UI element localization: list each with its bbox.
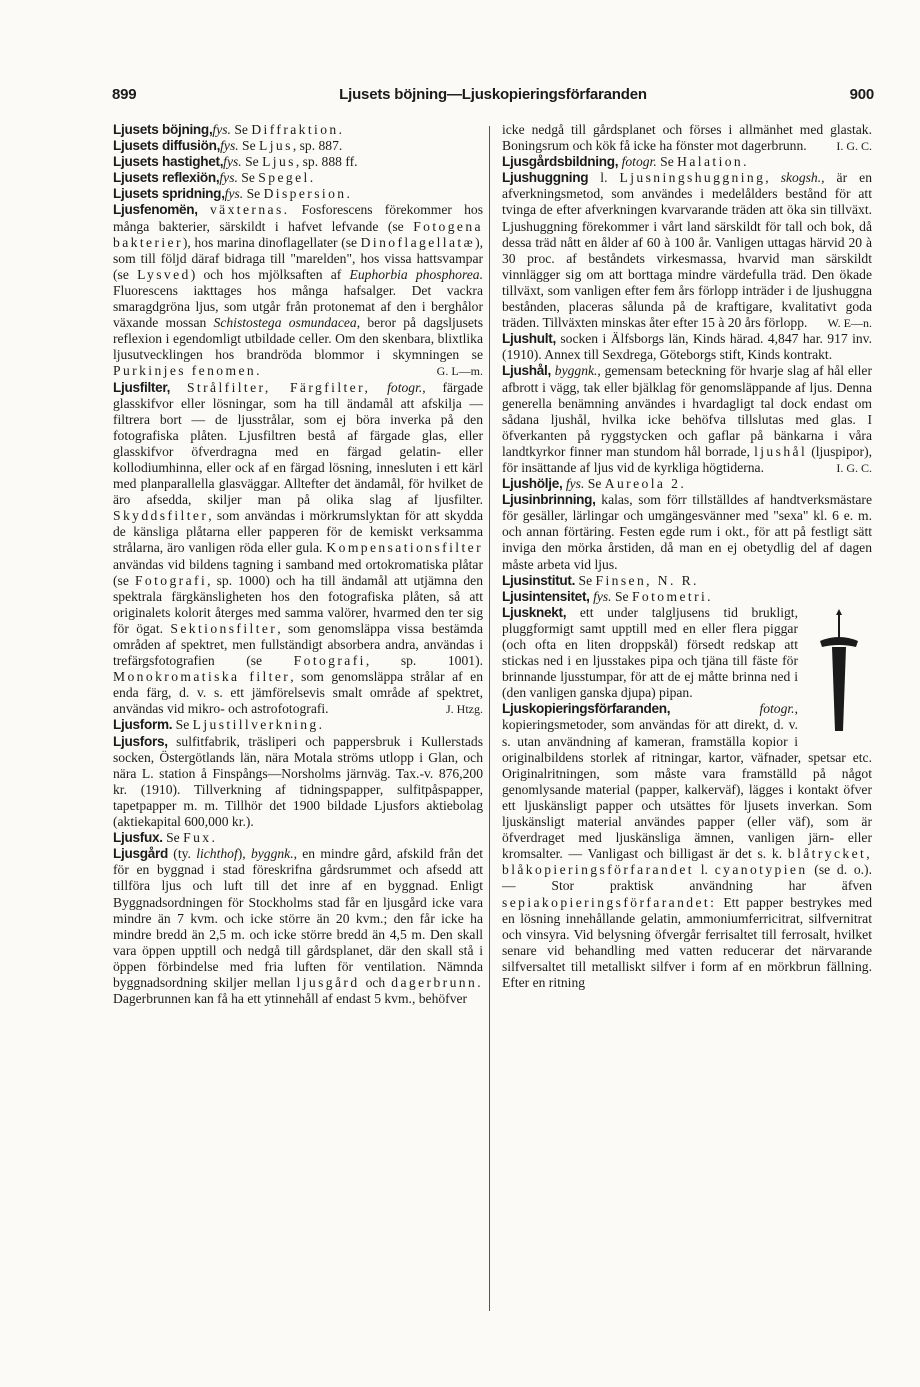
entry-text: Fosforescens förekommer hos många bakterier, särskildt i hafvet lefvande (se [113, 202, 483, 234]
dictionary-entry [113, 202, 483, 379]
dictionary-entry [113, 154, 483, 170]
entry-italic: fotogr. [759, 701, 795, 717]
running-header [112, 86, 874, 108]
entry-spaced-reference: Ljus [262, 154, 296, 170]
dictionary-entry [502, 154, 872, 170]
entry-text: Se [237, 170, 259, 186]
entry-text: ) och hos mjölksaften af [190, 266, 350, 282]
entry-headword: Ljushölje, [502, 476, 563, 492]
entry-text [370, 380, 387, 395]
dictionary-entry [502, 170, 872, 331]
entry-text: (ljuspipor), för insättande af ljus vid de kyrkliga högtiderna. [502, 443, 873, 475]
dictionary-entry [502, 589, 872, 605]
entry-text: , som genomsläppa vissa bestämda områden af spektret, men fullständigt absorbera andra, användas i trefärgsfotografien (se [113, 620, 484, 669]
entry-text: Se [611, 588, 632, 604]
entry-spaced-reference: Fotografi [293, 653, 366, 669]
entry-spaced-reference: Halation. [677, 154, 749, 170]
dictionary-entry [113, 717, 483, 733]
entry-text: (ty. [168, 846, 197, 862]
entry-text: , beror på dagsljusets reflexion i egendomligt utbildade celler. Om den skenbara, blixtlika ljusutvecklingen hos brandröda blommor i skymningen se [113, 315, 483, 363]
dictionary-entry [502, 605, 872, 702]
dictionary-entry [502, 701, 872, 991]
entry-italic: fys. [223, 154, 242, 170]
entry-text: ), hos marina dinoflagellater (se [182, 234, 361, 250]
entry-spaced-reference: Aureola 2. [604, 476, 687, 492]
entry-headword: Ljusets spridning, [113, 186, 225, 202]
entry-text: l. [588, 170, 620, 186]
entry-headword: Ljusgård [113, 846, 169, 862]
entry-text: , gemensam beteckning för hvarje slag af hål eller afbrott i vägg, tak eller bjälklag för genomsläppande af ljus. Denna generella benämning användes i hvardagligt tal dock endast om sådana ljushål, hvilka icke behöfva tillslutas med glas. I öfverkanten på ryggstycken och gaflar på bänkarna i våra landtkyrkor finner man stundom hål borrade, [502, 363, 872, 459]
dictionary-entry [502, 573, 872, 589]
entry-spaced-reference: Kompensationsfilter [326, 540, 483, 556]
entry-text: , sp. 888 ff. [295, 154, 358, 170]
entry-text: ), [237, 846, 251, 862]
entry-text: kalas, som förr tillställdes af handtverksmästare för gesäller, lärlingar och umgängesvänner med "sexa" kl. 6 e. m. och annan förtäring. Festen egde rum i okt., för att på festligt sätt inviga den mörka årstiden, då man en ej obetydlig del af dagen måste arbeta vid ljus. [502, 492, 872, 572]
entry-text: , kopieringsmetoder, som användas för att direkt, d. v. s. utan användning af kameran, framställa kopior i originalbildens storlek af ritningar, kartor, väfnader, spetsar etc. Originalritningen, som måste vara framställd på något genomlysande material (papper, kalkerväf), lägges i kontakt öfver ett ljuskänsligt papper och utsättes för ljusets inverkan. Som ljuskänsligt material användes papper (eller väf), som är öfverdraget med ljuskänsliga ämnen, vanligen järn- eller kromsalter. — Vanligast och billigast är det s. k. [502, 701, 872, 862]
entry-italic: fys. [220, 138, 239, 154]
entry-text: , som genomsläppa strålar af en enda färg, d. v. s. ett jämförelsevis smalt område af spektret, användas vid mikro- och astrofotografi. [113, 669, 483, 717]
entry-text: Se [584, 476, 605, 492]
entry-text: Fluorescens iakttages hos många hafsalger. Det vackra smaragdgröna ljus, som utgår från protonemat af den i berghålor växande mossan [113, 282, 483, 331]
entry-spaced-reference: Spegel. [258, 170, 316, 186]
dictionary-entry [502, 476, 872, 492]
entry-text: Se [575, 572, 596, 588]
entry-headword: Ljusfux. [113, 830, 163, 846]
entry-headword: Ljushuggning [502, 170, 589, 186]
entry-spaced-reference: växternas. [209, 202, 290, 218]
entry-spaced-reference: blåtrycket, blåkopieringsförfarandet [502, 846, 872, 878]
entry-text: , sp. 887. [292, 138, 343, 154]
entry-text: och [359, 974, 392, 990]
author-signature: W. E—n. [827, 316, 872, 331]
entry-spaced-reference: cyanotypien [714, 862, 808, 878]
entry-spaced-reference: Diffraktion. [251, 122, 345, 137]
entry-spaced-reference: Ljus [259, 138, 293, 154]
entry-italic: lichthof [196, 846, 238, 862]
entry-text: användas vid bildens tagning i samband med ortokromatiska plåtar (se [113, 556, 483, 588]
entry-headword: Ljusets diffusiön, [113, 138, 221, 154]
entry-italic: Euphorbia phosphorea. [349, 266, 483, 282]
dictionary-entry [113, 830, 483, 846]
dictionary-entry [502, 363, 872, 476]
entry-headword: Ljusets reflexiön, [113, 170, 220, 186]
entry-spaced-reference: Monokromatiska filter [113, 669, 291, 685]
entry-text: Se [243, 186, 264, 202]
entry-text: , färgade glasskifvor eller lösningar, som ha till ändamål att afskilja — filtrera bort — de ljusstrålar, som ej böra inverka på den fotografiska plåten. Ljusfiltren bestå af färgade glas, eller glasskifvor öfverdragna med en färgad gelatin- eller kollodiumhinna, eller ock af en färgad lösning, innesluten i ett kärl med planparallella glasväggar. Alltefter det ändamål, för hvilket de äro afsedda, skiljer man på olika slag af ljusfilter. [113, 379, 483, 508]
entry-spaced-reference: Fux. [183, 830, 218, 846]
dictionary-entry [113, 734, 483, 831]
author-signature: J. Htzg. [446, 702, 483, 717]
author-signature: G. L—m. [436, 364, 483, 379]
entry-spaced-reference: Sektionsfilter [170, 620, 278, 636]
entry-italic: fys. [593, 588, 612, 604]
dictionary-entry [113, 170, 483, 186]
entry-headword: Ljusform. [113, 717, 173, 733]
entry-italic: fotogr. [387, 379, 423, 395]
entry-text: Se [172, 717, 193, 733]
entry-text: , som användas i mörkrumslyktan för att skydda de känsliga plåtarna eller papperen för de kemiskt verksamma strålarna, äro vanligen röda eller gula. [113, 508, 483, 556]
entry-text: sulfitfabrik, träsliperi och pappersbruk i Kullerstads socken, Östergötlands län, nära Motala ströms utlopp i Glan, och nära L. station å Finspångs—Norsholms järnväg. Tax.-v. 876,200 kr. (1910). Tillverkning af tidningspapper, sulfitpåspapper, tapetpapper m. m. Tillhör det 1900 bildade Ljusfors aktiebolag (aktiekapital 600,000 kr.). [113, 733, 483, 830]
entry-headword: Ljusgårdsbildning, [502, 154, 619, 170]
dictionary-entry [502, 492, 872, 572]
dictionary-entry [502, 331, 872, 363]
dictionary-entry [113, 186, 483, 202]
right-column [502, 122, 872, 991]
entry-spaced-reference: Skyddsfilter [113, 508, 209, 524]
entry-headword: Ljusfors, [113, 733, 168, 749]
author-signature: I. G. C. [836, 460, 872, 475]
entry-spaced-reference: Fotometri. [631, 588, 713, 604]
page-number-left: 899 [112, 86, 137, 103]
entry-spaced-reference: Fotografi [134, 572, 208, 588]
entry-text: , sp. 1001). [365, 653, 483, 669]
dictionary-entry [113, 380, 483, 718]
entry-italic: Schistostega osmundacea [213, 315, 357, 331]
entry-text: (se d. o.). — Stor praktisk användning har äfven [502, 862, 872, 894]
entry-text: icke nedgå till gårdsplanet och förses i allmänhet med glastak. Boningsrum och kök få icke ha fönster mot dagerbrunn. [502, 122, 872, 154]
entry-text [170, 380, 187, 395]
dictionary-entry [113, 138, 483, 154]
entry-spaced-reference: Ljusningshuggning [619, 170, 766, 186]
entry-text: ett under talgljusens tid brukligt, pluggformigt samt upptill med en eller flera piggar (och ofta en liten droppskål) försedt redskap att stickas ned i en ljusstakes pipa och tjäna till fäste för brinnande ljusstumpar, för att de ej måtte brinna ned i (den vanligen ganska djupa) pipan. [502, 604, 798, 701]
entry-spaced-reference: Ljustillverkning. [192, 717, 325, 733]
entry-headword: Ljusets hastighet, [113, 154, 224, 170]
entry-text: Se [238, 138, 260, 154]
entry-text: Se [241, 154, 263, 170]
left-column [113, 122, 483, 1007]
entry-text [198, 202, 210, 217]
entry-spaced-reference: Strålfilter, Färgfilter, [186, 379, 371, 395]
entry-text: Se [230, 122, 252, 137]
entry-italic: fys. [565, 476, 585, 492]
entry-text [670, 701, 759, 716]
entry-italic: fys. [219, 170, 238, 186]
entry-headword: Ljusinbrinning, [502, 492, 596, 508]
entry-spaced-reference: Finsen, N. R. [595, 572, 699, 588]
entry-text: l. [693, 862, 715, 878]
entry-headword: Ljushål, [502, 363, 551, 379]
entry-spaced-reference: Dispersion. [263, 186, 353, 202]
entry-spaced-reference: sepiakopieringsförfarandet: [502, 894, 717, 910]
entry-italic: fys. [212, 122, 231, 137]
entry-italic: byggnk. [250, 846, 294, 862]
entry-spaced-reference: Lysved [137, 266, 191, 282]
entry-text: Se [162, 830, 184, 846]
entry-text: , [765, 170, 781, 186]
entry-italic: fys. [224, 186, 244, 202]
page-number-right: 900 [849, 86, 874, 103]
entry-text: Ett papper bestrykes med en lösning innehållande gelatin, ammoniumferricitrat, silfvernitrat och vinsyra. Vid belysning öfvergår ferrisaltet till ferrosalt, hvilket senare vid behandling med vatten reducerar det närvarande silfversaltet till metalliskt silfver i form af en mörkbrun fällning. Efter en ritning [502, 894, 872, 990]
entry-text: Dagerbrunnen kan få ha ett ytinnehåll af endast 5 kvm., behöfver [113, 991, 468, 1007]
entry-headword: Ljushult, [502, 331, 556, 347]
column-divider [489, 126, 490, 1311]
entry-text: Se [656, 154, 678, 170]
entry-headword: Ljusfilter, [113, 379, 171, 395]
dictionary-entry [113, 122, 483, 138]
ljusknekt-illustration [806, 607, 872, 735]
dictionary-entry [502, 122, 872, 154]
entry-headword: Ljusets böjning, [113, 122, 213, 137]
entry-italic: fotogr. [621, 154, 657, 170]
entry-spaced-reference: ljusgård [296, 974, 360, 990]
entry-headword: Ljusintensitet, [502, 588, 590, 604]
entry-italic: skogsh. [780, 170, 822, 186]
entry-headword: Ljusfenomën, [113, 202, 198, 218]
entry-text: , sp. 1000) och ha till ändamål att utjämna den spektrala färgkänsligheten hos den fotografiska plåten, så att originalets kolorit återges med samma valörer, hvarmed den ter sig för ögat. [113, 572, 484, 636]
entry-text: , en mindre gård, afskild från det för en byggnad i stad föreskrifna gårdsrummet och afsedd att tillföra ljus och luft till det inre af en byggnad. Enligt Byggnadsordningen för Stockholms stad får en ljusgård icke vara mindre än 7 kvm. och icke större än 20 kvm.; den får icke ha mindre bredd än 2,5 m. och icke större bredd än 4,5 m. Den skall vara öppen upptill och nedgå till gårdsplanet, där den skall stå i öppen förbindelse med fria luften för ventilation. Nämnda byggnadsordning skiljer mellan [113, 846, 483, 990]
entry-text: socken i Älfsborgs län, Kinds härad. 4,847 har. 917 inv. (1910). Annex till Sexdrega, Göteborgs stift, Kinds kontrakt. [502, 331, 872, 363]
dictionary-entry [113, 846, 483, 1007]
running-title: Ljusets böjning—Ljuskopieringsförfaranden [339, 86, 647, 103]
entry-spaced-reference: Dinoflagellatæ [360, 234, 476, 250]
entry-spaced-reference: dagerbrunn. [391, 974, 483, 990]
entry-headword: Ljusknekt, [502, 604, 567, 620]
entry-text: , är en afverkningsmetod, som användes i medelålders bestånd för att tvinga de efter afverkningen kvarvarande träden att öka sin tillväxt. Ljushuggning förekommer i vårt land särskildt för tall och bok, då dessa träd nått en ålder af 60 à 100 år. Vanligen uttagas härvid 20 à 30 proc. af beståndets virkesmassa, hvarvid man särskildt vinnlägger sig om att borttaga mindre värdefulla träd. Den ökade tillväxt, som vanligen efter fem års förlopp inträder i de ljushuggna bestånden, placeras sålunda på de kraftigare, kvalitativt goda träden. Tillväxten minskas åter efter 15 à 20 års förlopp. [502, 170, 872, 331]
author-signature: I. G. C. [836, 139, 872, 154]
entry-spaced-reference: Purkinjes fenomen. [113, 363, 262, 379]
entry-text: ), som till följd däraf bidraga till "marelden", hos vissa hattsvampar (se [113, 234, 483, 282]
entry-headword: Ljusinstitut. [502, 572, 576, 588]
entry-italic: byggnk. [554, 363, 598, 379]
entry-spaced-reference: Fotogena bakterier [113, 218, 483, 250]
entry-spaced-reference: ljushål [754, 443, 808, 459]
entry-headword: Ljuskopieringsförfaranden, [502, 701, 671, 717]
